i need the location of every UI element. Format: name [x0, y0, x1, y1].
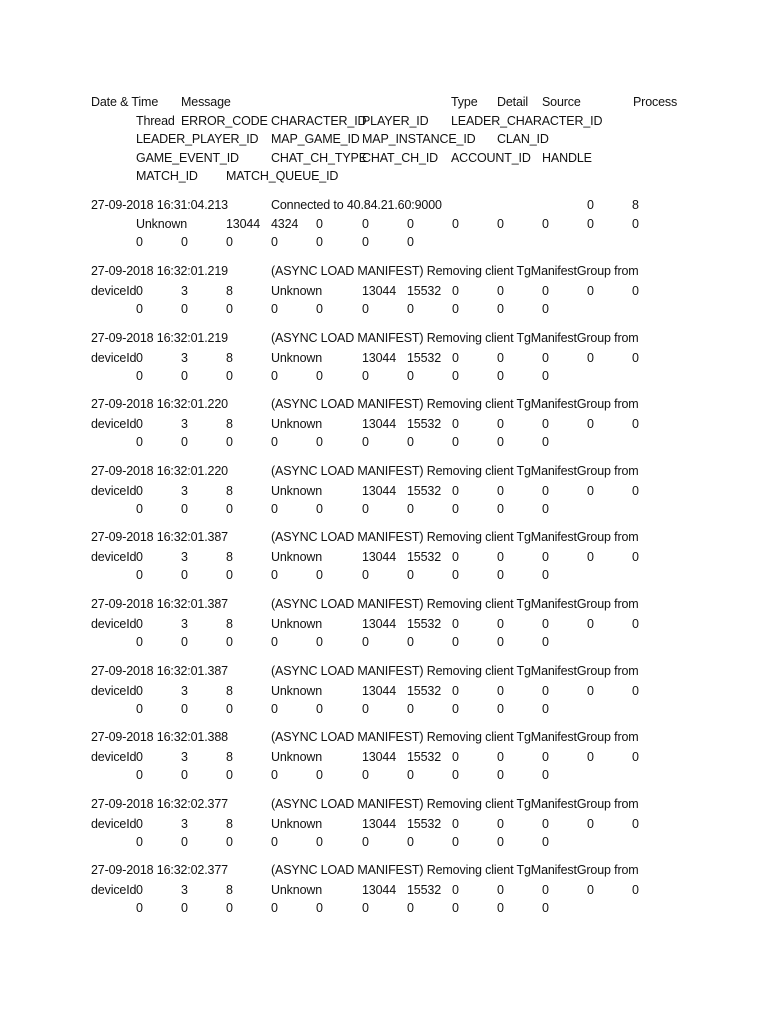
entry-timestamp: 27-09-2018 16:31:04.213: [91, 198, 228, 212]
entry-field: 8: [226, 750, 233, 764]
entry-field: 0: [362, 702, 369, 716]
entry-field: 0: [362, 835, 369, 849]
entry-field: 3: [181, 750, 188, 764]
entry-field: 8: [226, 284, 233, 298]
entry-field: 0: [136, 768, 143, 782]
header-field: Source: [542, 95, 581, 109]
entry-field: 0: [452, 417, 459, 431]
entry-field: 3: [181, 817, 188, 831]
entry-field: 0: [181, 901, 188, 915]
header-field: MATCH_QUEUE_ID: [226, 169, 339, 183]
entry-field: 0: [452, 568, 459, 582]
entry-field: 0: [632, 550, 639, 564]
entry-field: 0: [452, 217, 459, 231]
entry-field: 0: [542, 835, 549, 849]
entry-field: 0: [407, 768, 414, 782]
entry-field: 0: [362, 635, 369, 649]
entry-field: Unknown: [271, 817, 323, 831]
entry-field: 0: [542, 750, 549, 764]
entry-field: 3: [181, 484, 188, 498]
entry-field: 13044: [362, 883, 397, 897]
entry-field: 13044: [362, 817, 397, 831]
entry-field: 0: [407, 568, 414, 582]
entry-field: 0: [181, 369, 188, 383]
entry-field: 0: [181, 768, 188, 782]
entry-field: Unknown: [271, 550, 323, 564]
entry-field: 0: [362, 435, 369, 449]
entry-field: 0: [316, 235, 323, 249]
entry-timestamp: 27-09-2018 16:32:01.387: [91, 664, 228, 678]
entry-field: 0: [226, 235, 233, 249]
header-field: CHAT_CH_TYPE: [271, 151, 367, 165]
entry-message: (ASYNC LOAD MANIFEST) Removing client TgManifestGroup from: [271, 397, 639, 411]
entry-field: 0: [632, 617, 639, 631]
entry-field: 0: [181, 502, 188, 516]
entry-field: 0: [452, 883, 459, 897]
entry-field: 0: [632, 351, 639, 365]
entry-field: Unknown: [271, 684, 323, 698]
entry-field: 0: [497, 217, 504, 231]
entry-field: 0: [407, 635, 414, 649]
entry-field: Unknown: [271, 484, 323, 498]
entry-field: 0: [542, 502, 549, 516]
entry-field: 0: [497, 502, 504, 516]
entry-field: 0: [136, 435, 143, 449]
entry-field: 0: [452, 835, 459, 849]
entry-field: 0: [587, 684, 594, 698]
entry-field: 0: [497, 635, 504, 649]
entry-field: 0: [136, 617, 143, 631]
entry-field: 0: [497, 550, 504, 564]
entry-field: 0: [136, 817, 143, 831]
entry-field: deviceId: [91, 617, 137, 631]
entry-field: 0: [271, 435, 278, 449]
entry-field: 13044: [362, 750, 397, 764]
entry-field: 0: [452, 502, 459, 516]
entry-timestamp: 27-09-2018 16:32:01.220: [91, 397, 228, 411]
entry-field: 15532: [407, 617, 442, 631]
entry-field: 0: [497, 284, 504, 298]
entry-field: 0: [136, 883, 143, 897]
entry-field: 0: [407, 435, 414, 449]
entry-field: 13044: [362, 617, 397, 631]
entry-field: 0: [542, 217, 549, 231]
entry-field: 0: [452, 635, 459, 649]
entry-field: Unknown: [271, 883, 323, 897]
entry-message: (ASYNC LOAD MANIFEST) Removing client TgManifestGroup from: [271, 863, 639, 877]
entry-field: 3: [181, 284, 188, 298]
entry-field: 8: [226, 684, 233, 698]
entry-field: 13044: [362, 684, 397, 698]
entry-field: 0: [136, 550, 143, 564]
entry-field: 0: [497, 369, 504, 383]
entry-field: 0: [226, 768, 233, 782]
entry-field: 0: [542, 435, 549, 449]
entry-field: Unknown: [271, 284, 323, 298]
entry-field: 0: [362, 502, 369, 516]
entry-timestamp: 27-09-2018 16:32:01.220: [91, 464, 228, 478]
entry-field: Unknown: [271, 750, 323, 764]
entry-field: deviceId: [91, 484, 137, 498]
entry-field: 0: [362, 235, 369, 249]
entry-field: 0: [407, 302, 414, 316]
entry-field: 8: [226, 550, 233, 564]
entry-field: 3: [181, 417, 188, 431]
entry-field: 0: [136, 750, 143, 764]
entry-field: 0: [632, 750, 639, 764]
header-field: ACCOUNT_ID: [451, 151, 531, 165]
entry-field: 0: [136, 901, 143, 915]
header-field: MAP_INSTANCE_ID: [362, 132, 476, 146]
entry-field: 0: [497, 768, 504, 782]
entry-field: 0: [497, 435, 504, 449]
entry-field: 15532: [407, 750, 442, 764]
header-field: Message: [181, 95, 231, 109]
entry-field: 0: [316, 768, 323, 782]
entry-field: Unknown: [271, 351, 323, 365]
entry-field: 0: [542, 550, 549, 564]
entry-field: 15532: [407, 284, 442, 298]
entry-field: 0: [271, 235, 278, 249]
entry-message: (ASYNC LOAD MANIFEST) Removing client TgManifestGroup from: [271, 264, 639, 278]
entry-field: 0: [362, 768, 369, 782]
entry-field: 15532: [407, 417, 442, 431]
entry-field: 0: [587, 750, 594, 764]
entry-field: 0: [407, 835, 414, 849]
entry-field: 0: [136, 502, 143, 516]
entry-field: 0: [587, 484, 594, 498]
entry-field: 0: [136, 235, 143, 249]
entry-timestamp: 27-09-2018 16:32:01.387: [91, 530, 228, 544]
entry-field: 0: [497, 750, 504, 764]
entry-field: 0: [632, 417, 639, 431]
entry-field: 4324: [271, 217, 299, 231]
entry-field: 0: [452, 284, 459, 298]
entry-field: 0: [587, 817, 594, 831]
entry-field: 13044: [362, 550, 397, 564]
entry-field: deviceId: [91, 351, 137, 365]
entry-field: 0: [452, 617, 459, 631]
entry-field: 0: [452, 901, 459, 915]
entry-field: deviceId: [91, 883, 137, 897]
entry-field: 0: [226, 302, 233, 316]
header-field: HANDLE: [542, 151, 592, 165]
entry-field: 0: [587, 217, 594, 231]
entry-field: 0: [497, 484, 504, 498]
entry-field: 0: [497, 417, 504, 431]
entry-field: Unknown: [271, 617, 323, 631]
header-field: MATCH_ID: [136, 169, 198, 183]
entry-field: 0: [316, 702, 323, 716]
header-field: Date & Time: [91, 95, 159, 109]
entry-field: 13044: [362, 417, 397, 431]
entry-field: 0: [542, 883, 549, 897]
entry-field: 0: [181, 835, 188, 849]
entry-field: 0: [136, 835, 143, 849]
entry-field: 0: [316, 435, 323, 449]
entry-field: 0: [497, 883, 504, 897]
entry-field: 15532: [407, 351, 442, 365]
entry-field: 0: [452, 435, 459, 449]
entry-field: 0: [497, 817, 504, 831]
header-field: CHARACTER_ID: [271, 114, 367, 128]
entry-field: 0: [587, 617, 594, 631]
entry-message: (ASYNC LOAD MANIFEST) Removing client TgManifestGroup from: [271, 464, 639, 478]
entry-field: 0: [316, 502, 323, 516]
entry-field: 0: [497, 351, 504, 365]
entry-field: 0: [497, 568, 504, 582]
entry-field: 0: [181, 435, 188, 449]
entry-field: 0: [316, 369, 323, 383]
entry-field: 0: [136, 302, 143, 316]
entry-field: 0: [632, 284, 639, 298]
entry-field: 0: [497, 835, 504, 849]
entry-field: 0: [271, 302, 278, 316]
entry-field: 0: [136, 484, 143, 498]
entry-field: 0: [452, 768, 459, 782]
entry-field: 0: [587, 550, 594, 564]
entry-field: 0: [542, 684, 549, 698]
entry-message: (ASYNC LOAD MANIFEST) Removing client TgManifestGroup from: [271, 331, 639, 345]
entry-field: 0: [181, 235, 188, 249]
entry-field: 0: [542, 484, 549, 498]
entry-message: (ASYNC LOAD MANIFEST) Removing client TgManifestGroup from: [271, 797, 639, 811]
entry-field: 0: [542, 702, 549, 716]
entry-field: 0: [497, 617, 504, 631]
entry-field: deviceId: [91, 550, 137, 564]
entry-field: deviceId: [91, 684, 137, 698]
entry-field: 8: [226, 617, 233, 631]
entry-field: 0: [271, 835, 278, 849]
entry-field: 0: [136, 702, 143, 716]
entry-message: (ASYNC LOAD MANIFEST) Removing client TgManifestGroup from: [271, 730, 639, 744]
entry-field: 0: [407, 235, 414, 249]
entry-field: 15532: [407, 883, 442, 897]
entry-field: 0: [452, 750, 459, 764]
entry-field: deviceId: [91, 817, 137, 831]
entry-field: Unknown: [136, 217, 188, 231]
entry-field: 0: [587, 417, 594, 431]
entry-timestamp: 27-09-2018 16:32:01.387: [91, 597, 228, 611]
entry-field: 8: [226, 817, 233, 831]
entry-field: 0: [271, 702, 278, 716]
entry-timestamp: 27-09-2018 16:32:01.388: [91, 730, 228, 744]
entry-message: (ASYNC LOAD MANIFEST) Removing client TgManifestGroup from: [271, 664, 639, 678]
entry-field: 3: [181, 684, 188, 698]
entry-field: 0: [452, 302, 459, 316]
entry-field: 13044: [226, 217, 261, 231]
entry-field: 0: [452, 351, 459, 365]
entry-field: 0: [407, 217, 414, 231]
header-field: GAME_EVENT_ID: [136, 151, 239, 165]
entry-field: 8: [226, 351, 233, 365]
entry-field: 0: [362, 568, 369, 582]
entry-field: 0: [542, 417, 549, 431]
entry-field: 0: [362, 901, 369, 915]
entry-field: 0: [497, 302, 504, 316]
entry-message: (ASYNC LOAD MANIFEST) Removing client TgManifestGroup from: [271, 597, 639, 611]
entry-field: 15532: [407, 817, 442, 831]
entry-field: 0: [136, 284, 143, 298]
entry-field: 0: [271, 568, 278, 582]
entry-field: 0: [542, 351, 549, 365]
entry-field: 0: [587, 883, 594, 897]
entry-field: 0: [271, 369, 278, 383]
entry-field: 0: [316, 217, 323, 231]
entry-field: 3: [181, 550, 188, 564]
entry-field: 0: [407, 901, 414, 915]
entry-field: 0: [407, 369, 414, 383]
header-field: MAP_GAME_ID: [271, 132, 360, 146]
entry-field: 0: [542, 617, 549, 631]
entry-timestamp: 27-09-2018 16:32:02.377: [91, 797, 228, 811]
entry-field: 0: [136, 351, 143, 365]
entry-field: 0: [542, 568, 549, 582]
entry-field: 3: [181, 883, 188, 897]
entry-field: 3: [181, 351, 188, 365]
entry-process: 8: [632, 198, 639, 212]
entry-timestamp: 27-09-2018 16:32:01.219: [91, 264, 228, 278]
entry-field: 0: [136, 568, 143, 582]
entry-field: 0: [542, 768, 549, 782]
entry-field: 0: [587, 351, 594, 365]
entry-field: 0: [407, 702, 414, 716]
entry-field: 0: [226, 702, 233, 716]
entry-field: 15532: [407, 684, 442, 698]
header-field: Thread: [136, 114, 175, 128]
entry-timestamp: 27-09-2018 16:32:02.377: [91, 863, 228, 877]
entry-field: 0: [632, 883, 639, 897]
entry-field: 0: [632, 684, 639, 698]
entry-field: 8: [226, 883, 233, 897]
entry-field: 0: [452, 684, 459, 698]
entry-field: 0: [271, 768, 278, 782]
header-field: Detail: [497, 95, 529, 109]
entry-field: 0: [362, 217, 369, 231]
entry-field: 0: [226, 901, 233, 915]
entry-field: 8: [226, 417, 233, 431]
entry-field: 0: [497, 901, 504, 915]
entry-field: 0: [181, 702, 188, 716]
header-field: CHAT_CH_ID: [362, 151, 439, 165]
header-field: Process: [633, 95, 678, 109]
entry-timestamp: 27-09-2018 16:32:01.219: [91, 331, 228, 345]
entry-field: 0: [136, 417, 143, 431]
entry-field: 0: [542, 369, 549, 383]
entry-field: 0: [226, 835, 233, 849]
entry-field: 13044: [362, 284, 397, 298]
header-field: LEADER_CHARACTER_ID: [451, 114, 603, 128]
entry-field: 0: [226, 369, 233, 383]
entry-field: 0: [497, 684, 504, 698]
header-field: PLAYER_ID: [362, 114, 429, 128]
entry-field: 0: [497, 702, 504, 716]
entry-field: 0: [136, 684, 143, 698]
entry-field: 0: [632, 484, 639, 498]
entry-field: 0: [407, 502, 414, 516]
entry-field: 0: [136, 369, 143, 383]
entry-field: 13044: [362, 351, 397, 365]
entry-field: 0: [271, 635, 278, 649]
entry-field: 0: [226, 568, 233, 582]
entry-field: 0: [452, 550, 459, 564]
entry-field: 0: [226, 635, 233, 649]
entry-field: 0: [542, 302, 549, 316]
entry-field: 0: [542, 901, 549, 915]
entry-field: 0: [362, 302, 369, 316]
header-field: Type: [451, 95, 478, 109]
entry-field: 0: [271, 502, 278, 516]
entry-field: 0: [632, 817, 639, 831]
entry-field: 13044: [362, 484, 397, 498]
entry-field: 0: [362, 369, 369, 383]
entry-field: 0: [316, 302, 323, 316]
header-field: LEADER_PLAYER_ID: [136, 132, 259, 146]
entry-field: 0: [316, 901, 323, 915]
entry-field: 0: [452, 702, 459, 716]
entry-field: 0: [181, 568, 188, 582]
entry-field: 0: [181, 302, 188, 316]
entry-field: 0: [181, 635, 188, 649]
header-field: CLAN_ID: [497, 132, 549, 146]
entry-field: 0: [542, 284, 549, 298]
entry-field: 0: [452, 484, 459, 498]
entry-field: 0: [226, 435, 233, 449]
entry-field: 0: [316, 568, 323, 582]
entry-field: 0: [452, 817, 459, 831]
entry-field: 3: [181, 617, 188, 631]
header-field: ERROR_CODE: [181, 114, 268, 128]
entry-field: 0: [271, 901, 278, 915]
entry-field: 0: [542, 635, 549, 649]
entry-field: 8: [226, 484, 233, 498]
entry-field: 0: [452, 369, 459, 383]
entry-message: (ASYNC LOAD MANIFEST) Removing client TgManifestGroup from: [271, 530, 639, 544]
entry-message: Connected to 40.84.21.60:9000: [271, 198, 442, 212]
entry-field: 0: [632, 217, 639, 231]
entry-field: 0: [587, 284, 594, 298]
entry-field: Unknown: [271, 417, 323, 431]
entry-field: 15532: [407, 550, 442, 564]
entry-field: 0: [542, 817, 549, 831]
entry-field: 15532: [407, 484, 442, 498]
entry-field: 0: [136, 635, 143, 649]
entry-type: 0: [587, 198, 594, 212]
entry-field: deviceId: [91, 284, 137, 298]
entry-field: deviceId: [91, 417, 137, 431]
entry-field: 0: [316, 635, 323, 649]
entry-field: 0: [316, 835, 323, 849]
entry-field: 0: [226, 502, 233, 516]
entry-field: deviceId: [91, 750, 137, 764]
